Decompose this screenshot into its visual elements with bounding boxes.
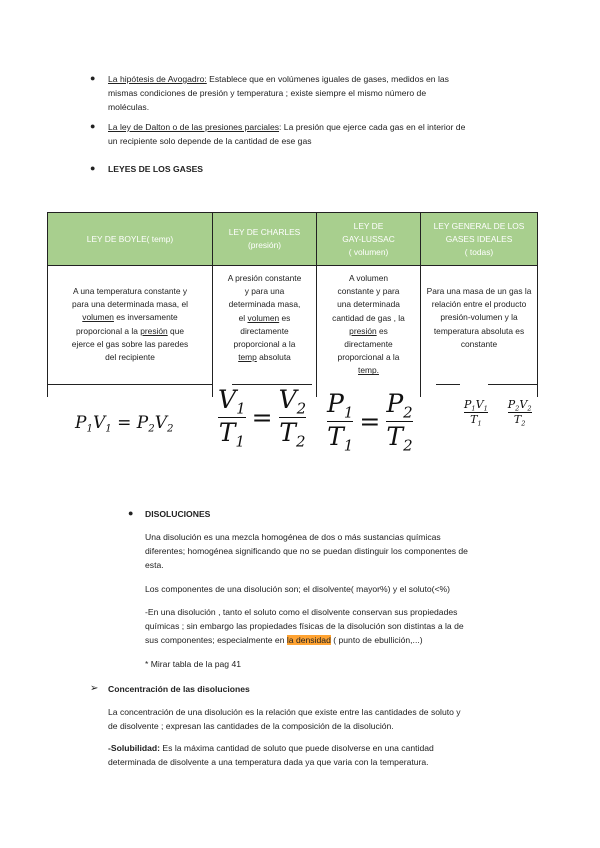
avogadro-item: La hipótesis de Avogadro: Establece que en volúmenes iguales de gases, medidos en las mismas condiciones de presión y temperatura ; existe siempre el mismo número de moléculas. [108,74,449,112]
table-divider [48,384,213,385]
leyes-heading: LEYES DE LOS GASES [108,164,204,174]
general-formula: $\frac{P_1V_1}{T_1}$ $\frac{P_2V_2}{T_2}$ [464,398,532,428]
bullet-icon: ● [128,508,134,518]
disoluciones-definition: Una disolución es una mezcla homogénea de dos o más sustancias químicas diferentes; homogénea significando que no se puedan distinguir los componentes de esta. [145,532,468,570]
cell-boyle: A una temperatura constante y para una determinada masa, el volumen es inversamente proporcional a la presión que ejerce el gas sobre las paredes del recipiente [48,266,213,398]
charles-formula: $\frac{V_1}{T_1}$ = $\frac{V_2}{T_2}$ [218,385,307,451]
header-charles: LEY DE CHARLES (presión) [213,213,317,266]
disoluciones-componentes: Los componentes de una disolución son; el disolvente( mayor%) y el soluto(<%) [145,584,451,594]
header-general: LEY GENERAL DE LOS GASES IDEALES ( todas) [421,213,538,266]
cell-general: Para una masa de un gas la relación entre el producto presión-volumen y la temperatura absoluta es constante [421,266,538,398]
header-gay-lussac: LEY DE GAY-LUSSAC ( volumen) [317,213,421,266]
tabla-reference: * Mirar tabla de la pag 41 [145,659,242,669]
cell-gay-lussac: A volumen constante y para una determinada cantidad de gas , la presión es directamente proporcional a la temp. [317,266,421,398]
boyle-formula: $P_1V_1 = P_2V_2$ [75,413,174,435]
concentracion-definition: La concentración de una disolución es la relación que existe entre las cantidades de soluto y de disolvente ; expresan las cantidades de la composición de la disolución. [108,707,461,731]
bullet-icon: ● [90,163,96,173]
cell-charles: A presión constante y para una determinada masa, el volumen es directamente proporcional a la temp absoluta [213,266,317,398]
header-boyle: LEY DE BOYLE( temp) [48,213,213,266]
arrow-bullet-icon: ➢ [90,683,99,694]
dalton-link[interactable]: La ley de Dalton o de las presiones parciales [108,122,280,132]
dalton-item: La ley de Dalton o de las presiones parciales: La presión que ejerce cada gas en el interior de un recipiente solo depende de la cantidad de ese gas [108,122,466,146]
concentracion-heading: Concentración de las disoluciones [108,684,250,694]
table-divider [436,384,460,385]
disoluciones-heading: DISOLUCIONES [145,509,211,519]
gas-laws-table [47,212,538,397]
highlighted-text: la densidad [286,635,331,645]
avogadro-link[interactable]: La hipótesis de Avogadro: [108,74,207,84]
table-divider [488,384,537,385]
bullet-icon: ● [90,73,96,83]
gay-lussac-formula: $\frac{P_1}{T_1}$ = $\frac{P_2}{T_2}$ [327,389,413,455]
bullet-icon: ● [90,121,96,131]
solubilidad-definition: -Solubilidad: Es la máxima cantidad de soluto que puede disolverse en una cantidad determinada de disolvente a una temperatura dada ya que varia con la temperatura. [108,743,434,767]
disoluciones-propiedades: -En una disolución , tanto el soluto como el disolvente conservan sus propiedades químicas ; sin embargo las propiedades físicas de la disolución son distintas a la de sus componentes; especialmente en la densidad ( punto de ebullición,...) [145,607,464,645]
